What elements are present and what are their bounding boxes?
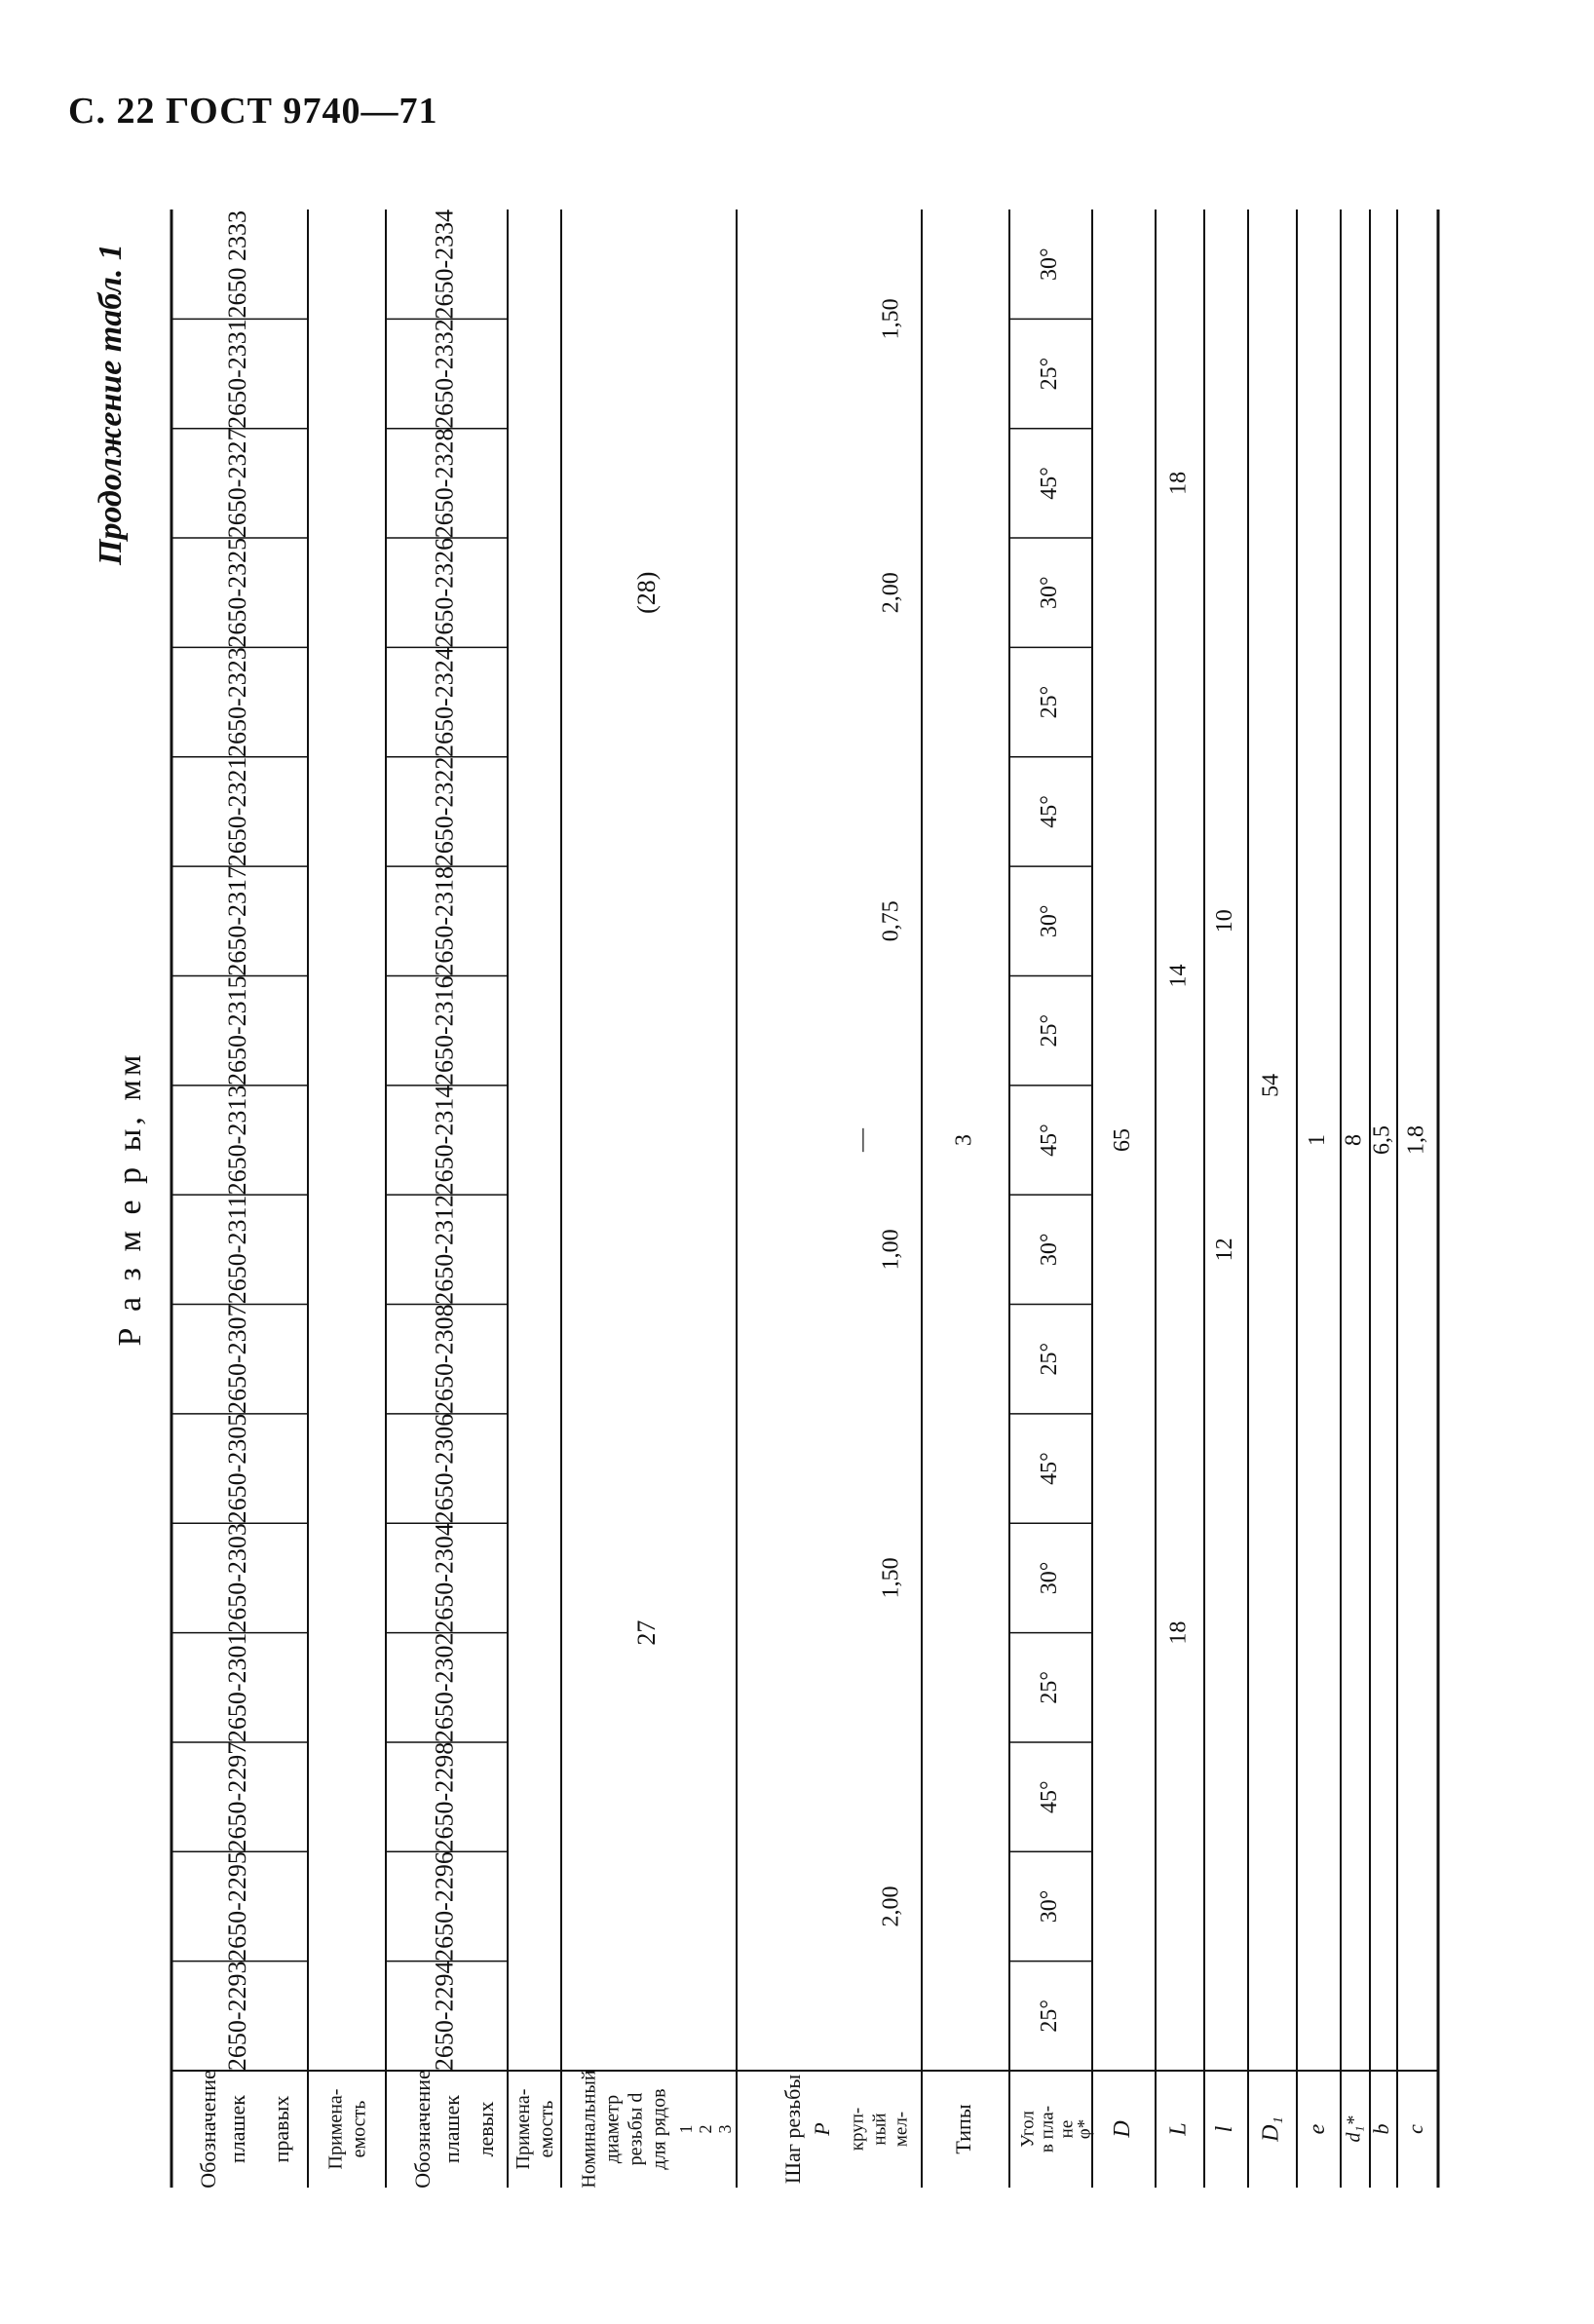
row-ugol: 30° <box>1037 1233 1063 1267</box>
header-ugol-3: не <box>1056 2119 1078 2139</box>
header-lev-sub: левых <box>474 2101 499 2157</box>
merged-c: 1,8 <box>1403 1125 1429 1155</box>
header-c: c <box>1403 2124 1428 2134</box>
row-ugol: 30° <box>1037 248 1063 281</box>
header-tipy: Типы <box>951 2104 976 2154</box>
merged-shag-fine: 1,50 <box>878 298 904 340</box>
row-oboz-prav: 2650-2323 <box>222 647 251 757</box>
row-oboz-lev: 2650-2328 <box>430 428 459 539</box>
merged-l-12: 12 <box>1212 1238 1238 1262</box>
merged-shag-fine: 2,00 <box>878 572 904 614</box>
header-l: l <box>1212 2125 1238 2133</box>
header-oboz-lev: Обозначение <box>410 2070 436 2189</box>
row-oboz-prav: 2650-2295 <box>222 1851 251 1962</box>
row-ugol: 25° <box>1037 1342 1063 1376</box>
header-nom-1: Номинальный <box>578 2070 600 2189</box>
header-ugol-1: Угол <box>1017 2111 1039 2148</box>
merged-L-mid: 14 <box>1165 964 1192 988</box>
row-oboz-lev: 2650-2324 <box>430 647 459 757</box>
row-oboz-prav: 2650-2311 <box>222 1195 251 1305</box>
merged-d27: 27 <box>631 1619 661 1646</box>
table-title: Р а з м е р ы, мм <box>111 1050 148 1347</box>
merged-D1: 54 <box>1258 1073 1284 1097</box>
row-oboz-prav: 2650-2325 <box>222 537 251 648</box>
row-oboz-lev: 2650-2334 <box>430 209 459 320</box>
merged-D: 65 <box>1110 1128 1136 1152</box>
merged-shag-fine: 1,50 <box>878 1557 904 1599</box>
row-ugol: 45° <box>1037 1124 1063 1157</box>
row-oboz-prav: 2650-2293 <box>222 1961 251 2072</box>
header-nom-4: для рядов <box>648 2088 670 2170</box>
row-ugol: 45° <box>1037 1452 1063 1485</box>
header-ugol-2: в пла- <box>1037 2105 1058 2153</box>
header-nom-2: диаметр <box>601 2094 624 2164</box>
row-oboz-prav: 2650-2317 <box>222 865 251 976</box>
row-oboz-prav: 2650-2315 <box>222 975 251 1086</box>
row-ugol: 30° <box>1037 576 1063 610</box>
merged-d1: 8 <box>1341 1134 1367 1146</box>
row-ugol: 45° <box>1037 467 1063 500</box>
rotated-table <box>112 210 1438 2189</box>
merged-tipy: 3 <box>951 1134 977 1146</box>
row-oboz-lev: 2650-2298 <box>430 1741 459 1852</box>
merged-shag-fine: 1,00 <box>878 1229 904 1271</box>
header-D: D <box>1110 2120 1136 2138</box>
row-oboz-prav: 2650-2305 <box>222 1413 251 1524</box>
row-oboz-lev: 2650-2304 <box>430 1523 459 1633</box>
header-oboz-prav: Обозначение <box>196 2070 221 2189</box>
header-prav-sub: правых <box>269 2095 294 2163</box>
merged-e: 1 <box>1305 1134 1331 1146</box>
header-krup-2: ный <box>869 2113 891 2146</box>
row-oboz-lev: 2650-2308 <box>430 1304 459 1415</box>
merged-l-10: 10 <box>1212 909 1238 933</box>
row-ugol: 25° <box>1037 1013 1063 1048</box>
row-ugol: 45° <box>1037 795 1063 828</box>
row-ugol: 30° <box>1037 904 1063 938</box>
row-ugol: 30° <box>1037 1561 1063 1595</box>
header-e: e <box>1305 2123 1331 2135</box>
merged-shag-fine: 0,75 <box>878 900 904 942</box>
header-prim-2b: емость <box>536 2100 558 2158</box>
header-prim-2: Примена- <box>512 2088 535 2170</box>
row-oboz-prav: 2650-2331 <box>222 319 251 429</box>
row-oboz-prav: 2650-2321 <box>222 756 251 867</box>
row-ugol: 25° <box>1037 685 1063 719</box>
row-oboz-lev: 2650-2294 <box>430 1961 459 2072</box>
merged-shag-fine: 2,00 <box>878 1886 904 1927</box>
header-melk-1: мел- <box>891 2111 912 2148</box>
header-prim-1b: емость <box>348 2100 370 2158</box>
row-oboz-prav: 2650-2297 <box>222 1741 251 1852</box>
row-oboz-lev: 2650-2314 <box>430 1085 459 1196</box>
row-oboz-lev: 2650-2326 <box>430 537 459 648</box>
header-row1: 1 <box>676 2124 697 2134</box>
header-prim-1: Примена- <box>324 2088 347 2170</box>
page-header: С. 22 ГОСТ 9740—71 <box>68 91 438 132</box>
row-oboz-lev: 2650-2312 <box>430 1195 459 1305</box>
merged-shag-krup-dash: — <box>849 1128 875 1152</box>
merged-b: 6,5 <box>1369 1125 1395 1155</box>
header-shag-1: Шаг резьбы <box>780 2074 806 2185</box>
header-D1: D₁ <box>1258 2116 1284 2142</box>
header-shag-2: P <box>810 2122 835 2136</box>
row-ugol: 25° <box>1037 357 1063 391</box>
row-oboz-lev: 2650-2318 <box>430 865 459 976</box>
row-oboz-lev: 2650-2306 <box>430 1413 459 1524</box>
row-oboz-lev: 2650-2296 <box>430 1851 459 1962</box>
header-ugol-4: φ* <box>1074 2118 1095 2140</box>
row-oboz-prav: 2650-2327 <box>222 428 251 539</box>
merged-d28: (28) <box>631 571 661 614</box>
row-oboz-lev: 2650-2322 <box>430 756 459 867</box>
header-oboz-lev-2: плашек <box>439 2095 465 2163</box>
continuation-text: Продолжение табл. 1 <box>93 244 129 565</box>
row-oboz-prav: 2650 2333 <box>222 210 251 319</box>
continuation-label <box>82 200 140 570</box>
row-oboz-prav: 2650-2313 <box>222 1085 251 1196</box>
merged-L-top: 18 <box>1165 1620 1192 1645</box>
row-ugol: 45° <box>1037 1780 1063 1813</box>
header-row2: 2 <box>696 2124 716 2134</box>
header-d1: d₁* <box>1343 2115 1365 2143</box>
merged-L-bottom: 18 <box>1165 471 1192 495</box>
row-oboz-prav: 2650-2301 <box>222 1632 251 1743</box>
header-oboz-prav-2: плашек <box>225 2095 250 2163</box>
row-oboz-prav: 2650-2303 <box>222 1523 251 1633</box>
row-ugol: 30° <box>1037 1889 1063 1924</box>
header-row3: 3 <box>715 2124 736 2134</box>
row-oboz-prav: 2650-2307 <box>222 1304 251 1415</box>
row-ugol: 25° <box>1037 1670 1063 1704</box>
header-krup-1: круп- <box>847 2107 868 2152</box>
header-L: L <box>1165 2122 1192 2136</box>
header-b: b <box>1369 2123 1394 2135</box>
row-ugol: 25° <box>1037 2000 1063 2033</box>
row-oboz-lev: 2650-2332 <box>430 319 459 429</box>
row-oboz-lev: 2650-2302 <box>430 1632 459 1743</box>
header-nom-3: резьбы d <box>625 2092 647 2166</box>
row-oboz-lev: 2650-2316 <box>430 975 459 1086</box>
